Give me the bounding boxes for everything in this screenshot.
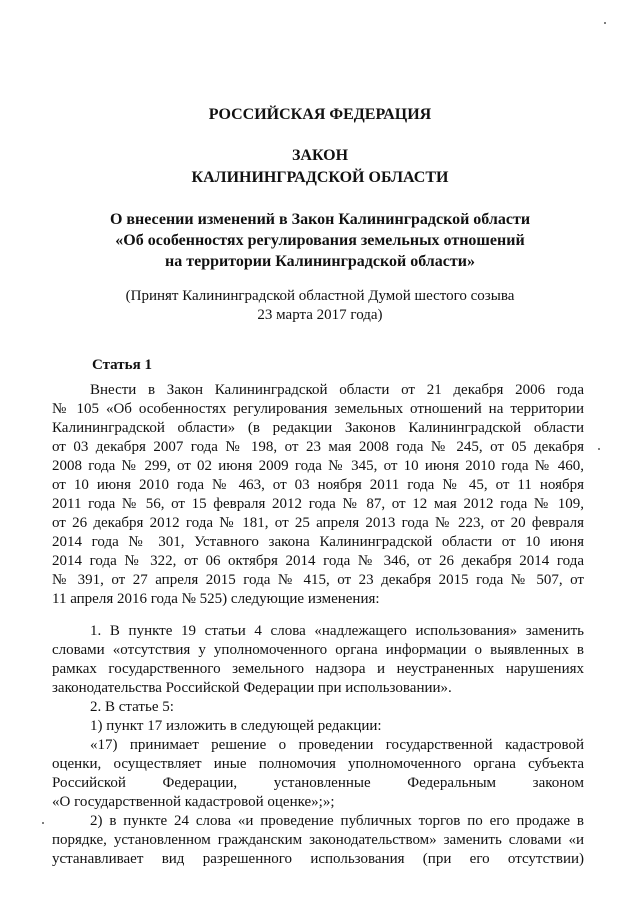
article-heading: Статья 1	[92, 357, 152, 373]
text-line: 2011 года № 56, от 15 февраля 2012 года № 87, от 12 мая 2012 года № 109,	[52, 496, 584, 512]
amendment-item-1	[52, 622, 584, 869]
text-line: Внести в Закон Калининградской области от 21 декабря 2006 года	[90, 382, 584, 398]
text-line: 2014 года № 322, от 06 октября 2014 года № 346, от 26 декабря 2014 года	[52, 553, 584, 569]
text-line: от 10 июня 2010 года № 463, от 03 ноября 2011 года № 45, от 11 ноября	[52, 477, 584, 493]
text-line: от 03 декабря 2007 года № 198, от 23 мая 2008 года № 245, от 05 декабря	[52, 439, 584, 455]
article-intro-paragraph	[52, 381, 584, 609]
text-line: № 391, от 27 апреля 2015 года № 415, от 23 декабря 2015 года № 507, от	[52, 572, 584, 588]
text-line: словами «отсутствия у уполномоченного органа информации о выявленных в	[52, 642, 584, 658]
adoption-note-line-2: 23 марта 2017 года)	[257, 307, 383, 323]
subitem-1-heading: 1) пункт 17 изложить в следующей редакции:	[90, 718, 382, 734]
law-title-line-2: «Об особенностях регулирования земельных отношений	[115, 232, 525, 249]
text-line: 11 апреля 2016 года № 525) следующие изменения:	[52, 591, 380, 607]
scan-speck	[598, 448, 600, 450]
text-line: рамках государственного земельного надзора и неустраненных нарушениях	[52, 661, 584, 677]
text-line: устанавливает вид разрешенного использования (при его отсутствии)	[52, 851, 584, 867]
text-line: № 105 «Об особенностях регулирования земельных отношений на территории	[52, 401, 584, 417]
text-line: законодательства Российской Федерации при использовании».	[52, 680, 452, 696]
text-line: Калининградской области» (в редакции Законов Калининградской области	[52, 420, 584, 436]
scan-speck	[604, 22, 606, 24]
country-heading: РОССИЙСКАЯ ФЕДЕРАЦИЯ	[208, 106, 432, 123]
text-line: «17) принимает решение о проведении государственной кадастровой	[90, 737, 584, 753]
region-heading: КАЛИНИНГРАДСКОЙ ОБЛАСТИ	[191, 169, 449, 186]
document-type-heading: ЗАКОН	[291, 147, 349, 164]
text-line: «О государственной кадастровой оценке»;»;	[52, 794, 335, 810]
law-title-line-3: на территории Калининградской области»	[165, 253, 475, 270]
law-title-line-1: О внесении изменений в Закон Калининградской области	[109, 211, 531, 228]
text-line: 1. В пункте 19 статьи 4 слова «надлежащего использования» заменить	[90, 623, 584, 639]
text-line: от 26 декабря 2012 года № 181, от 25 апреля 2013 года № 223, от 20 февраля	[52, 515, 584, 531]
text-line: 2008 года № 299, от 02 июня 2009 года № 345, от 10 июня 2010 года № 460,	[52, 458, 584, 474]
scan-speck	[42, 822, 44, 824]
text-line: 2014 года № 301, Уставного закона Калининградской области от 10 июня	[52, 534, 584, 550]
text-line: 2) в пункте 24 слова «и проведение публичных торгов по его продаже в	[90, 813, 584, 829]
text-line: оценки, осуществляет иные полномочия уполномоченного органа субъекта	[52, 756, 584, 772]
adoption-note-line-1: (Принят Калининградской областной Думой шестого созыва	[125, 288, 515, 304]
text-line: порядке, установленном гражданским законодательством» заменить словами «и	[52, 832, 584, 848]
text-line: Российской Федерации, установленные Федеральным законом	[52, 775, 584, 791]
amendment-item-2-heading: 2. В статье 5:	[90, 699, 174, 715]
